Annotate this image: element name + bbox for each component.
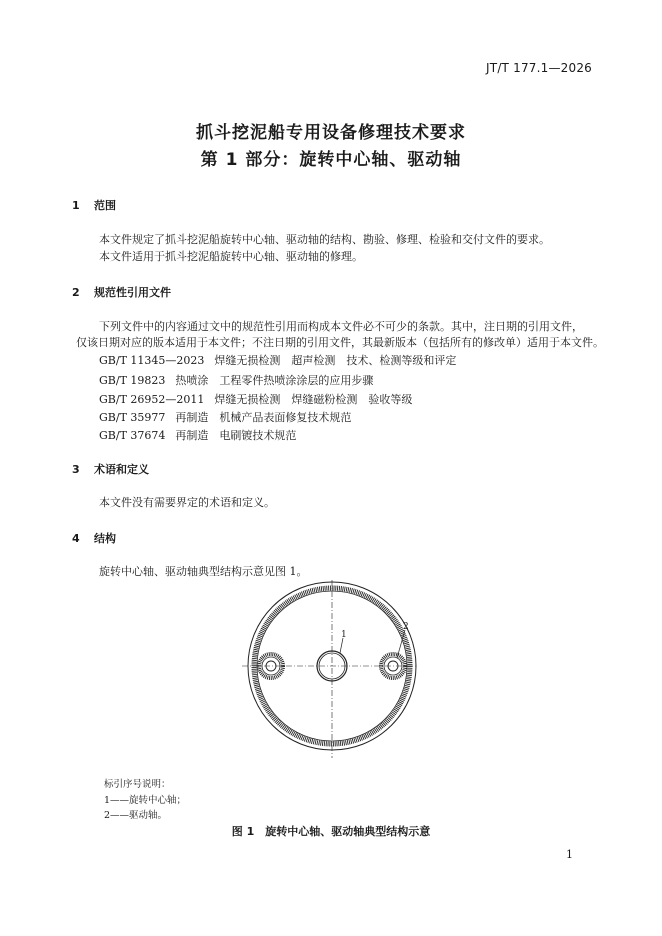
section-2-title: 规范性引用文件 [94, 286, 171, 299]
document-subtitle: 第 1 部分：旋转中心轴、驱动轴 [200, 150, 462, 170]
callout-1-label: 1 [341, 630, 347, 640]
reference-item [99, 409, 351, 425]
reference-title: 再制造 机械产品表面修复技术规范 [175, 411, 352, 424]
section-2-paragraph-1: 下列文件中的内容通过文中的规范性引用而构成本文件必不可少的条款。其中，注日期的引用文件， [99, 320, 583, 333]
section-3-number: 3 [72, 463, 80, 476]
section-2-number: 2 [72, 286, 80, 299]
section-1-paragraph-2: 本文件适用于抓斗挖泥船旋转中心轴、驱动轴的修理。 [99, 250, 363, 263]
reference-code: GB/T 11345—2023 [99, 354, 205, 367]
reference-item [99, 352, 456, 368]
legend-item-2: 2——驱动轴。 [104, 810, 168, 821]
section-3-title: 术语和定义 [94, 463, 149, 476]
callout-1-leader [340, 638, 343, 653]
page-number: 1 [566, 848, 573, 861]
reference-code: GB/T 37674 [99, 429, 166, 442]
section-1-number: 1 [72, 199, 80, 212]
reference-code: GB/T 35977 [99, 411, 166, 424]
reference-title: 焊缝无损检测 超声检测 技术、检测等级和评定 [214, 354, 457, 367]
section-1-title: 范围 [94, 199, 116, 212]
section-4-heading [72, 530, 116, 546]
section-1-heading [72, 197, 116, 213]
figure-caption: 图 1 旋转中心轴、驱动轴典型结构示意 [231, 825, 431, 838]
section-2-paragraph-2: 仅该日期对应的版本适用于本文件；不注日期的引用文件，其最新版本（包括所有的修改单）适用于本文件。 [76, 336, 604, 349]
section-2-heading [72, 284, 171, 300]
section-4-paragraph-1: 旋转中心轴、驱动轴典型结构示意见图 1。 [99, 565, 308, 578]
structure-figure [235, 578, 425, 764]
section-4-title: 结构 [94, 532, 116, 545]
section-4-number: 4 [72, 532, 80, 545]
section-1-paragraph-1: 本文件规定了抓斗挖泥船旋转中心轴、驱动轴的结构、勘验、修理、检验和交付文件的要求。 [99, 233, 550, 246]
standard-code: JT/T 177.1—2026 [486, 61, 592, 75]
section-3-heading [72, 461, 149, 477]
reference-title: 热喷涂 工程零件热喷涂涂层的应用步骤 [175, 374, 374, 387]
reference-item [99, 391, 412, 407]
legend-item-1: 1——旋转中心轴； [104, 795, 187, 806]
callout-2-label: 2 [403, 622, 409, 632]
reference-title: 焊缝无损检测 焊缝磁粉检测 验收等级 [214, 393, 413, 406]
reference-code: GB/T 19823 [99, 374, 166, 387]
reference-title: 再制造 电刷镀技术规范 [175, 429, 297, 442]
reference-code: GB/T 26952—2011 [99, 393, 205, 406]
legend-title: 标引序号说明： [104, 779, 171, 790]
reference-item [99, 372, 373, 388]
document-title: 抓斗挖泥船专用设备修理技术要求 [196, 123, 466, 143]
reference-item [99, 427, 296, 443]
section-3-paragraph-1: 本文件没有需要界定的术语和定义。 [99, 496, 275, 509]
